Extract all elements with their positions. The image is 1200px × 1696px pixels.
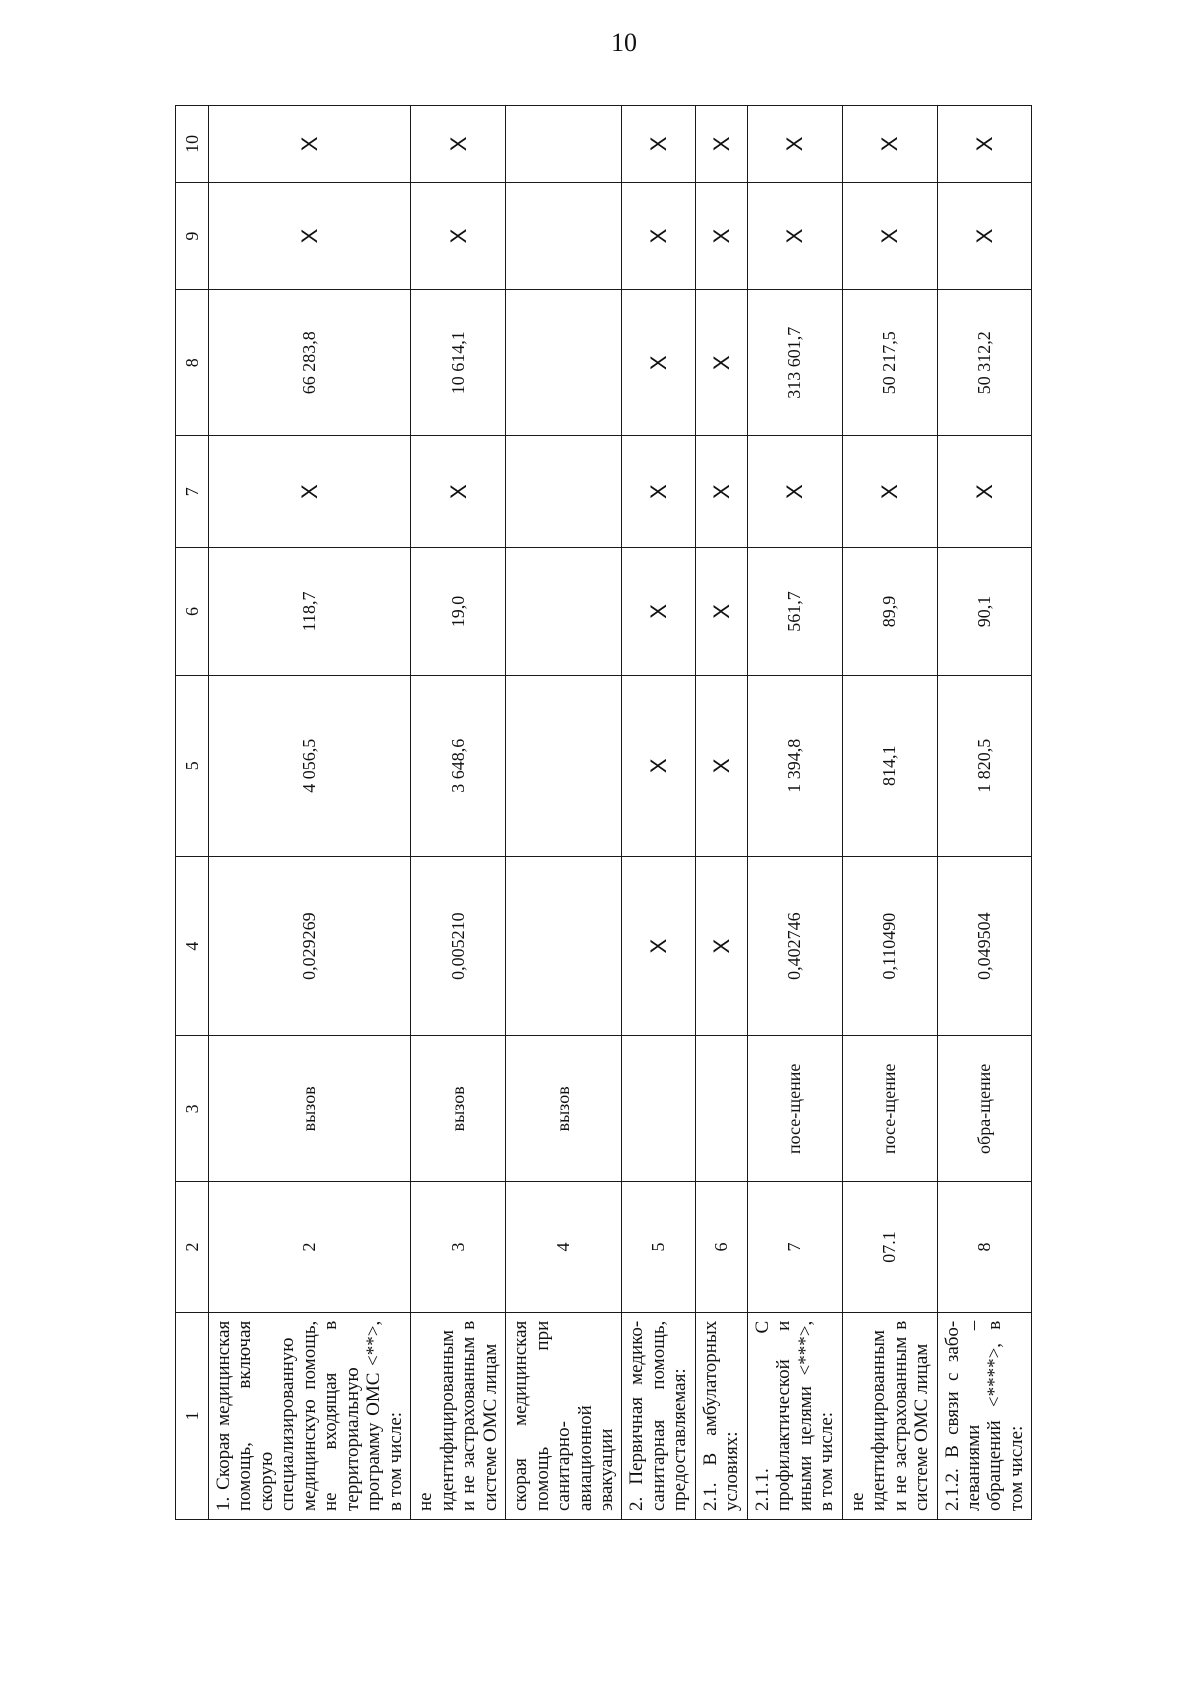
value-cell: Х <box>622 182 695 289</box>
page-number: 10 <box>611 28 637 57</box>
unit-cell: вызов <box>209 1036 411 1182</box>
value-cell <box>506 675 622 856</box>
value-cell: Х <box>622 436 695 548</box>
value-cell: 3 648,6 <box>411 675 506 856</box>
value-cell: 561,7 <box>747 548 842 675</box>
value-cell: 1 820,5 <box>937 675 1032 856</box>
value-cell: Х <box>622 106 695 183</box>
value-cell: 0,402746 <box>747 856 842 1036</box>
value-cell: Х <box>695 856 747 1036</box>
value-cell: Х <box>842 436 937 548</box>
value-cell: 313 601,7 <box>747 290 842 436</box>
value-cell: 4 056,5 <box>209 675 411 856</box>
value-cell: 118,7 <box>209 548 411 675</box>
row-label: 2.1.1. С профилактической и иными целями <***>, в том числе: <box>747 1312 842 1519</box>
value-cell: Х <box>622 675 695 856</box>
rotated-table-container <box>175 105 1027 1520</box>
row-code: 5 <box>622 1182 695 1312</box>
value-cell <box>506 182 622 289</box>
row-label: 1. Скорая медицинская помощь, включая скорую специализированную медицинскую помощь, не входящая в территориальную программу ОМС <**>, в том числе: <box>209 1312 411 1519</box>
unit-cell: вызов <box>411 1036 506 1182</box>
table-row <box>747 106 842 1520</box>
value-cell: 50 312,2 <box>937 290 1032 436</box>
column-header-8: 8 <box>176 290 209 436</box>
row-code: 3 <box>411 1182 506 1312</box>
value-cell: Х <box>695 182 747 289</box>
row-label: 2.1.2. В связи с забо-леваниями – обращений <****>, в том числе: <box>937 1312 1032 1519</box>
row-label: скорая медицинская помощь при санитарно-авиационной эвакуации <box>506 1312 622 1519</box>
table-row <box>937 106 1032 1520</box>
value-cell: Х <box>937 106 1032 183</box>
value-cell: 1 394,8 <box>747 675 842 856</box>
row-code: 8 <box>937 1182 1032 1312</box>
table-row <box>411 106 506 1520</box>
medical-care-volume-table <box>175 105 1032 1520</box>
value-cell <box>506 856 622 1036</box>
value-cell <box>506 436 622 548</box>
value-cell: Х <box>842 106 937 183</box>
value-cell: Х <box>209 106 411 183</box>
table-header-row <box>176 106 209 1520</box>
value-cell: 0,029269 <box>209 856 411 1036</box>
value-cell: Х <box>622 548 695 675</box>
column-header-7: 7 <box>176 436 209 548</box>
column-header-9: 9 <box>176 182 209 289</box>
table-frame <box>175 105 1027 1520</box>
column-header-1: 1 <box>176 1312 209 1519</box>
value-cell: Х <box>695 290 747 436</box>
column-header-5: 5 <box>176 675 209 856</box>
value-cell <box>506 106 622 183</box>
value-cell: 90,1 <box>937 548 1032 675</box>
column-header-6: 6 <box>176 548 209 675</box>
column-header-3: 3 <box>176 1036 209 1182</box>
row-code: 7 <box>747 1182 842 1312</box>
row-code: 6 <box>695 1182 747 1312</box>
row-code: 2 <box>209 1182 411 1312</box>
value-cell: 19,0 <box>411 548 506 675</box>
column-header-10: 10 <box>176 106 209 183</box>
unit-cell <box>695 1036 747 1182</box>
row-code: 07.1 <box>842 1182 937 1312</box>
value-cell: 814,1 <box>842 675 937 856</box>
value-cell: Х <box>695 675 747 856</box>
column-header-4: 4 <box>176 856 209 1036</box>
table-row <box>842 106 937 1520</box>
row-label: не идентифицированным и не застрахованным в системе ОМС лицам <box>411 1312 506 1519</box>
value-cell: Х <box>747 436 842 548</box>
value-cell: Х <box>695 436 747 548</box>
value-cell: Х <box>695 106 747 183</box>
value-cell: 66 283,8 <box>209 290 411 436</box>
value-cell: Х <box>695 548 747 675</box>
value-cell <box>506 548 622 675</box>
value-cell: Х <box>622 856 695 1036</box>
unit-cell <box>622 1036 695 1182</box>
unit-cell: вызов <box>506 1036 622 1182</box>
table-row <box>506 106 622 1520</box>
column-header-2: 2 <box>176 1182 209 1312</box>
value-cell: Х <box>411 436 506 548</box>
value-cell: Х <box>622 290 695 436</box>
table-row <box>695 106 747 1520</box>
table-row <box>622 106 695 1520</box>
value-cell: Х <box>937 182 1032 289</box>
unit-cell: посе-щение <box>747 1036 842 1182</box>
table-row <box>209 106 411 1520</box>
unit-cell: посе-щение <box>842 1036 937 1182</box>
row-label: 2. Первичная медико-санитарная помощь, предоставляемая: <box>622 1312 695 1519</box>
value-cell: 89,9 <box>842 548 937 675</box>
row-label: не идентифицированным и не застрахованным в системе ОМС лицам <box>842 1312 937 1519</box>
value-cell: Х <box>747 106 842 183</box>
value-cell: Х <box>937 436 1032 548</box>
value-cell: 10 614,1 <box>411 290 506 436</box>
value-cell: 0,049504 <box>937 856 1032 1036</box>
value-cell: Х <box>209 182 411 289</box>
row-label: 2.1. В амбулаторных условиях: <box>695 1312 747 1519</box>
value-cell: 0,005210 <box>411 856 506 1036</box>
unit-cell: обра-щение <box>937 1036 1032 1182</box>
value-cell <box>506 290 622 436</box>
value-cell: Х <box>209 436 411 548</box>
row-code: 4 <box>506 1182 622 1312</box>
value-cell: 0,110490 <box>842 856 937 1036</box>
value-cell: Х <box>842 182 937 289</box>
value-cell: 50 217,5 <box>842 290 937 436</box>
value-cell: Х <box>411 106 506 183</box>
value-cell: Х <box>411 182 506 289</box>
value-cell: Х <box>747 182 842 289</box>
